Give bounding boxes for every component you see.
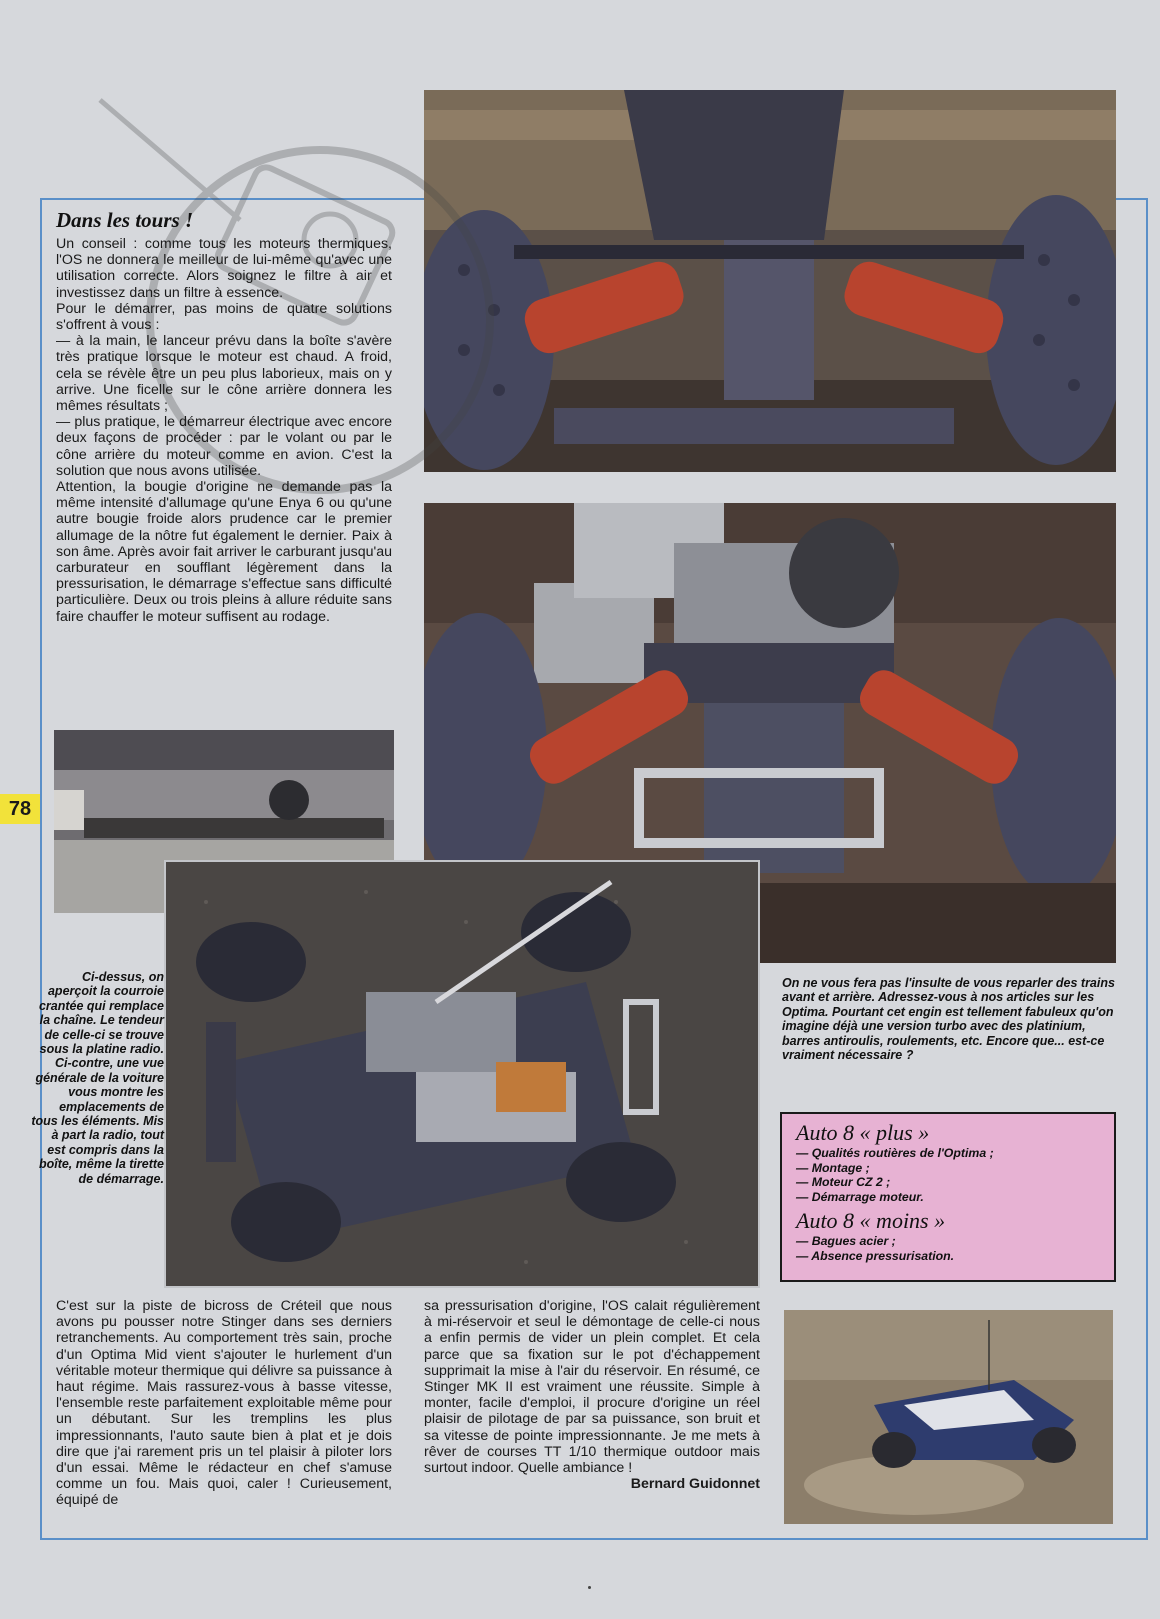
pros-list xyxy=(796,1146,1100,1204)
photo-overview xyxy=(164,860,760,1288)
article-paragraph: — plus pratique, le démarreur électrique avec encore deux façons de procéder : par le volant ou par le cône arrière du moteur comme en avion. C'est la solution que nous avons utilisée. xyxy=(56,414,392,479)
conclusion-left: C'est sur la piste de bicross de Créteil que nous avons pu pousser notre Stinger dans ses derniers retranchements. Au comportement très sain, proche d'un Optima Mid vient s'ajouter le hurlement d'un véritable moteur thermique qui délivre sa puissance à haut régime. Mais rassurez-vous à basse vitesse, l'ensemble reste parfaitement exploitable même pour un débutant. Sur les tremplins les plus impressionnants, l'auto saute bien à plat et je dois dire que j'ai rarement pris un tel plaisir à piloter lors d'un essai. Même le rédacteur en chef s'amuse comme un fou. Mais quoi, caler ! Curieusement, équipé de xyxy=(56,1298,392,1509)
list-item: — Qualités routières de l'Optima ; xyxy=(796,1146,994,1160)
page-number: 78 xyxy=(0,794,40,824)
caption-right: On ne vous fera pas l'insulte de vous reparler des trains avant et arrière. Adressez-vous à nos articles sur les Optima. Pourtant cet engin est tellement fabuleux qu'on imagine déjà une version turbo avec des platinium, barres antiroulis, roulements, etc. Encore que... est-ce vraiment nécessaire ? xyxy=(782,976,1115,1063)
article-paragraph: Un conseil : comme tous les moteurs thermiques, l'OS ne donnera le meilleur de lui-même qu'avec une utilisation correcte. Alors soignez le filtre à air et investissez dans un filtre à essence. xyxy=(56,236,392,301)
footer-dot xyxy=(588,1586,591,1589)
cons-list xyxy=(796,1234,1100,1263)
photo-action xyxy=(784,1310,1113,1524)
author-name: Bernard Guidonnet xyxy=(630,1476,760,1493)
cons-title: Auto 8 « moins » xyxy=(796,1208,946,1234)
conclusion-right-column xyxy=(424,1298,760,1492)
article-paragraph: Attention, la bougie d'origine ne demande pas la même intensité d'allumage qu'une Enya 6 ou qu'une autre bougie froide alors prudence car le premier allumage de la nôtre fut également le dernier. Paix à son âme. Après avoir fait arriver le carburant jusqu'au carburateur en soufflant légèrement dans la pressurisation, le démarrage s'effectue sans difficulté particulière. Deux ou trois pleins à allure réduite sans faire chauffer le moteur suffisent au rodage. xyxy=(56,479,392,625)
pros-title: Auto 8 « plus » xyxy=(796,1120,930,1145)
list-item: — Bagues acier ; xyxy=(796,1234,896,1249)
list-item: — Montage ; xyxy=(796,1160,870,1175)
list-item: — Absence pressurisation. xyxy=(796,1248,955,1263)
article-heading: Dans les tours ! xyxy=(56,208,194,232)
caption-left: Ci-dessus, on aperçoit la courroie crantée qui remplace la chaîne. Le tendeur de celle-ci se trouve sous la platine radio. Ci-contre, une vue générale de la voiture vous montre les emplacements de tous les éléments. Mis à part la radio, tout est compris dans la boîte, même la tirette de démarrage. xyxy=(31,970,164,1186)
photo-front-suspension xyxy=(424,90,1116,472)
article-paragraph: — à la main, le lanceur prévu dans la boîte s'avère très pratique lorsque le moteur est chaud. A froid, cela se révèle être un peu plus laborieux, mais on y arrive. Une ficelle sur le cône arrière donnera les mêmes résultats ; xyxy=(56,333,392,415)
article-paragraph: Pour le démarrer, pas moins de quatre solutions s'offrent à vous : xyxy=(56,300,392,334)
article-column xyxy=(56,208,392,625)
conclusion-right: sa pressurisation d'origine, l'OS calait régulièrement à mi-réservoir et seul le démontage de celle-ci nous a enfin permis de vider un plein complet. Et cela parce que sa fixation sur le pot d'échappement supprimait la mise à l'air du réservoir. En résumé, ce Stinger MK II est vraiment une réussite. Simple à monter, facile d'emploi, il procure d'origine un réel plaisir de pilotage de par sa puissance, son bruit et sa vitesse de pointe impressionnante. Je me mets à rêver de courses TT 1/10 thermique outdoor mais surtout indoor. Quelle ambiance ! xyxy=(424,1298,760,1477)
list-item: — Démarrage moteur. xyxy=(796,1189,924,1204)
list-item: — Moteur CZ 2 ; xyxy=(796,1175,891,1190)
pros-cons-box xyxy=(780,1112,1116,1282)
